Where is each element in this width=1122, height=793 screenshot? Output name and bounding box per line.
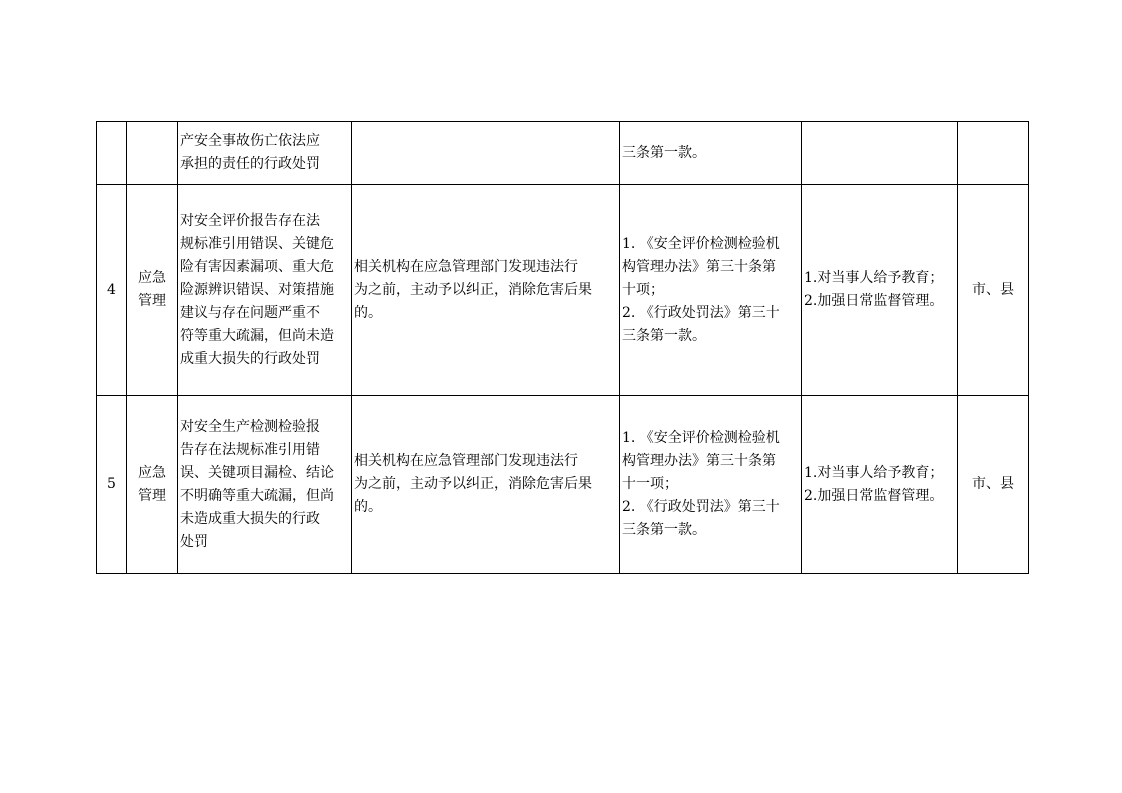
category-cell: 应急 管理 [127, 396, 178, 574]
penalty-item-cell: 对安全评价报告存在法 规标准引用错误、关键危 险有害因素漏项、重大危 险源辨识错误、对策措施 建议与存在问题严重不 符等重大疏漏，但尚未造 成重大损失的行政处罚 [178, 185, 352, 396]
penalty-item-cell: 产安全事故伤亡依法应 承担的责任的行政处罚 [178, 122, 352, 185]
condition-cell: 相关机构在应急管理部门发现违法行 为之前，主动予以纠正，消除危害后果 的。 [352, 185, 620, 396]
table-row [97, 185, 1029, 396]
legal-basis-cell: 1. 《安全评价检测检验机 构管理办法》第三十条第 十一项； 2. 《行政处罚法》第三十 三条第一款。 [620, 396, 802, 574]
scope-cell: 市、县 [958, 396, 1029, 574]
condition-cell [352, 122, 620, 185]
legal-basis-cell: 1. 《安全评价检测检验机 构管理办法》第三十条第 十项； 2. 《行政处罚法》第三十 三条第一款。 [620, 185, 802, 396]
category-cell [127, 122, 178, 185]
scope-cell [958, 122, 1029, 185]
row-number: 5 [97, 396, 127, 574]
measures-cell: 1.对当事人给予教育； 2.加强日常监督管理。 [802, 185, 958, 396]
row-number: 4 [97, 185, 127, 396]
measures-cell: 1.对当事人给予教育； 2.加强日常监督管理。 [802, 396, 958, 574]
legal-basis-cell: 三条第一款。 [620, 122, 802, 185]
category-cell: 应急 管理 [127, 185, 178, 396]
table-row [97, 396, 1029, 574]
scope-cell: 市、县 [958, 185, 1029, 396]
table-row [97, 122, 1029, 185]
condition-cell: 相关机构在应急管理部门发现违法行 为之前，主动予以纠正，消除危害后果 的。 [352, 396, 620, 574]
penalty-item-cell: 对安全生产检测检验报 告存在法规标准引用错 误、关键项目漏检、结论 不明确等重大疏漏，但尚 未造成重大损失的行政 处罚 [178, 396, 352, 574]
penalty-table [96, 121, 1029, 574]
measures-cell [802, 122, 958, 185]
row-number [97, 122, 127, 185]
